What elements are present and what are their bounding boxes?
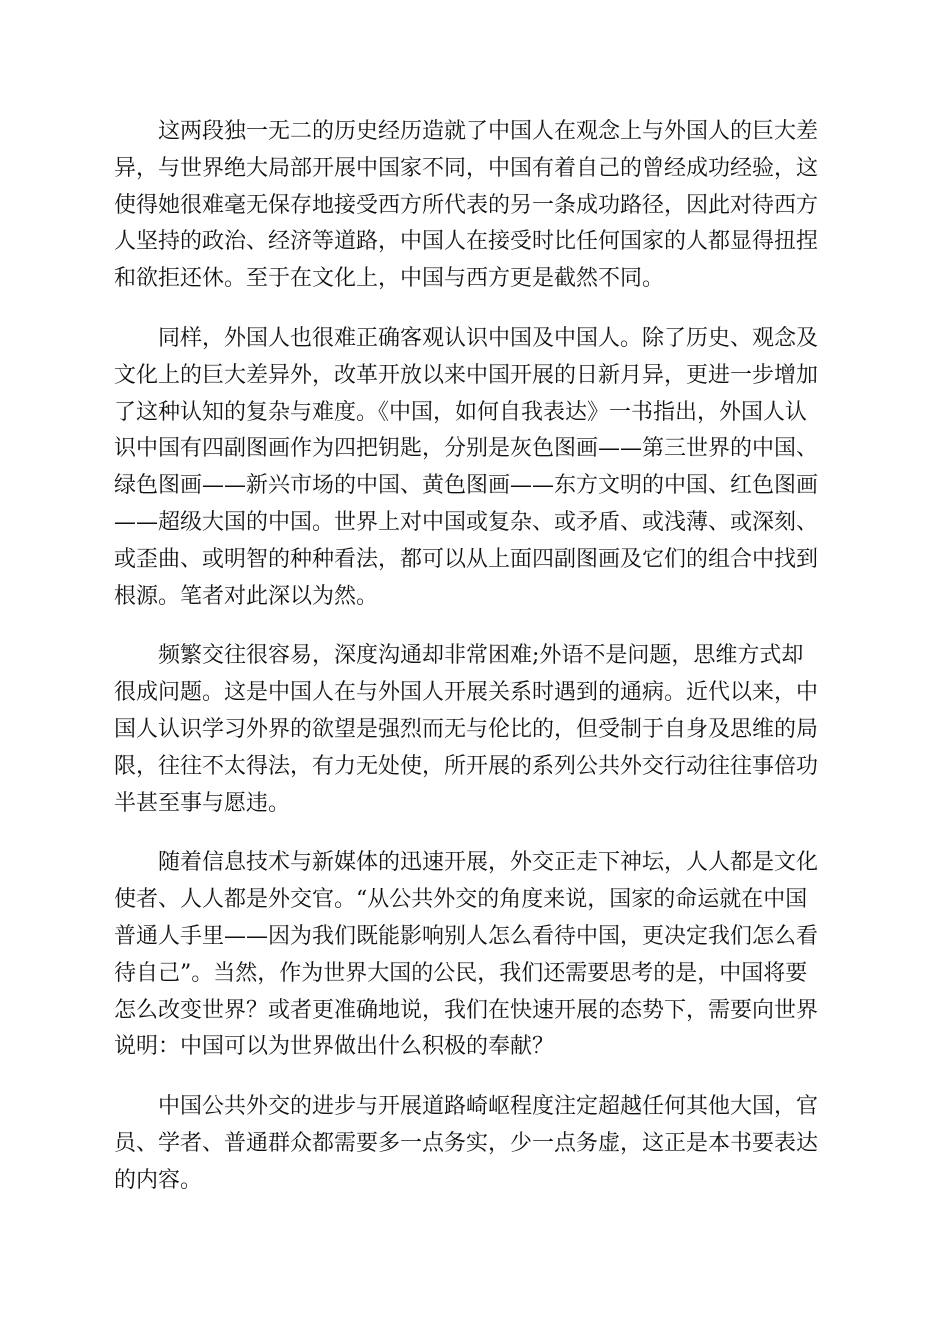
paragraph-2: 同样，外国人也很难正确客观认识中国及中国人。除了历史、观念及 文化上的巨大差异外，改革开放以来中国开展的日新月异，更进一步增加 了这种认知的复杂与难度。《中国，如何自我表达》一书指出，外国人认 识中国有四副图画作为四把钥匙，分别是灰色图画——第三世界的中国、 绿色图画——新兴市场的中国、黄色图画——东方文明的中国、红色图画 ——超级大国的中国。世界上对中国或复杂、或矛盾、或浅薄、或深刻、 或歪曲、或明智的种种看法，都可以从上面四副图画及它们的组合中找到 根源。笔者对此深以为然。 bbox=[114, 325, 819, 609]
paragraph-1: 这两段独一无二的历史经历造就了中国人在观念上与外国人的巨大差 异，与世界绝大局部开展中国家不同，中国有着自己的曾经成功经验，这 使得她很难毫无保存地接受西方所代表的另一条成功路径，因此对待西方 人坚持的政治、经济等道路，中国人在接受时比任何国家的人都显得扭捏 和欲拒还休。至于在文化上，中国与西方更是截然不同。 bbox=[114, 119, 819, 292]
paragraph-5: 中国公共外交的进步与开展道路崎岖程度注定超越任何其他大国，官 员、学者、普通群众都需要多一点务实，少一点务虚，这正是本书要表达 的内容。 bbox=[114, 1094, 819, 1193]
paragraph-4: 随着信息技术与新媒体的迅速开展，外交正走下神坛，人人都是文化 使者、人人都是外交官。“从公共外交的角度来说，国家的命运就在中国 普通人手里——因为我们既能影响别人怎么看待中国，更决定我们怎么看 待自己”。当然，作为世界大国的公民，我们还需要思考的是，中国将要 怎么改变世界？或者更准确地说，我们在快速开展的态势下，需要向世界 说明：中国可以为世界做出什么积极的奉献？ bbox=[114, 850, 819, 1060]
document-body bbox=[114, 114, 834, 1223]
paragraph-3: 频繁交往很容易，深度沟通却非常困难;外语不是问题，思维方式却 很成问题。这是中国人在与外国人开展关系时遇到的通病。近代以来，中 国人认识学习外界的欲望是强烈而无与伦比的，但受制于自身及思维的局 限，往往不太得法，有力无处使，所开展的系列公共外交行动往往事倍功 半甚至事与愿违。 bbox=[114, 643, 819, 816]
